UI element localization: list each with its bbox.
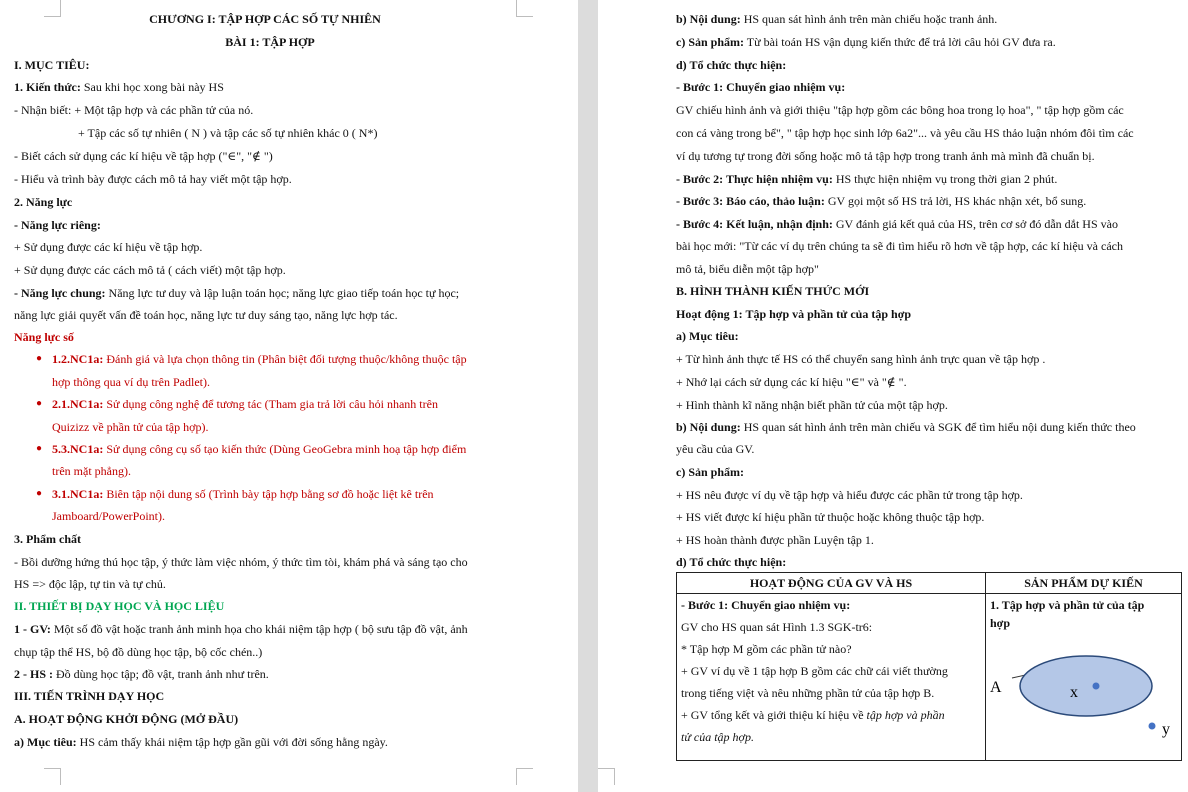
text-line: + Sử dụng được các kí hiệu về tập hợp.	[14, 240, 203, 254]
page-gap	[578, 0, 598, 792]
text-line: ví dụ tương tự trong đời sống hoặc mô tả tập hợp trong tranh ảnh mà mình đã chuẩn bị.	[676, 149, 1095, 163]
table-header-cell: SẢN PHẨM DỰ KIẾN	[986, 573, 1182, 594]
heading-warmup: A. HOẠT ĐỘNG KHỞI ĐỘNG (MỞ ĐẦU)	[14, 712, 239, 726]
text-line: - Hiểu và trình bày được cách mô tả hay viết một tập hợp.	[14, 172, 292, 186]
text-line: yêu cầu của GV.	[676, 442, 755, 456]
cell-text: hợp	[990, 616, 1010, 630]
digital-item-4: 3.1.NC1a: Biên tập nội dung số (Trình bày tập hợp bằng sơ đồ hoặc liệt kê trên	[52, 487, 434, 501]
text-line: c) Sản phẩm: Từ bài toán HS vận dụng kiến thức để trả lời câu hỏi GV đưa ra.	[676, 35, 1056, 49]
venn-element-out: y	[1162, 721, 1170, 738]
text-line: - Biết cách sử dụng các kí hiệu về tập hợp ("∈", "∉ ")	[14, 149, 273, 163]
text-line: chụp tập thể HS, bộ đồ dùng học tập, bộ cốc chén..)	[14, 645, 263, 659]
lesson-title: BÀI 1: TẬP HỢP	[225, 35, 315, 49]
text-line: mô tả, biểu diễn một tập hợp"	[676, 262, 819, 276]
cell-text: * Tập hợp M gồm các phần tử nào?	[681, 642, 852, 656]
venn-point-out	[1149, 723, 1156, 730]
text-line: + Nhớ lại cách sử dụng các kí hiệu "∈" và "∉ ".	[676, 375, 907, 389]
heading-qualities: 3. Phẩm chất	[14, 532, 81, 546]
text-line: bài học mới: "Từ các ví dụ trên chúng ta sẽ đi tìm hiểu rõ hơn về tập hợp, các kí hiệu và cách	[676, 239, 1123, 253]
venn-element-in: x	[1070, 684, 1078, 701]
text-line: - Năng lực riêng:	[14, 218, 101, 232]
cell-text: tử của tập hợp.	[681, 730, 754, 744]
heading-process: III. TIẾN TRÌNH DẠY HỌC	[14, 689, 165, 703]
text-line: b) Nội dung: HS quan sát hình ảnh trên màn chiếu và SGK để tìm hiểu nội dung kiến thức theo	[676, 420, 1136, 434]
bullet-icon: ●	[36, 488, 43, 499]
text-line: 1 - GV: Một số đồ vật hoặc tranh ảnh minh họa cho khái niệm tập hợp ( bộ sưu tập đồ vật, ảnh	[14, 622, 468, 636]
table-header-cell: HOẠT ĐỘNG CỦA GV VÀ HS	[677, 573, 986, 594]
heading-objectives: I. MỤC TIÊU:	[14, 58, 90, 72]
text-line: trên mặt phẳng).	[52, 464, 131, 478]
text-line: hợp thông qua ví dụ trên Padlet).	[52, 375, 210, 389]
cell-text: + GV tổng kết và giới thiệu kí hiệu về tập hợp và phần	[681, 708, 945, 722]
cell-text: - Bước 1: Chuyển giao nhiệm vụ:	[681, 598, 851, 612]
cell-text: GV cho HS quan sát Hình 1.3 SGK-tr6:	[681, 620, 873, 634]
venn-set-ellipse	[1020, 656, 1152, 716]
text-line: - Bước 3: Báo cáo, thảo luận: GV gọi một số HS trả lời, HS khác nhận xét, bổ sung.	[676, 194, 1087, 208]
text-line: + Từ hình ảnh thực tế HS có thể chuyển sang hình ảnh trực quan về tập hợp .	[676, 352, 1046, 366]
digital-item-3: 5.3.NC1a: Sử dụng công cụ số tạo kiến thức (Dùng GeoGebra minh hoạ tập hợp điểm	[52, 442, 467, 456]
text-line: 2 - HS : Đồ dùng học tập; đồ vật, tranh ảnh như trên.	[14, 667, 269, 681]
cell-text: 1. Tập hợp và phần tử của tập	[990, 598, 1145, 612]
text-line: c) Sản phẩm:	[676, 465, 745, 479]
table-header-row	[677, 573, 1182, 594]
venn-point-in	[1093, 683, 1100, 690]
heading-equipment: II. THIẾT BỊ DẠY HỌC VÀ HỌC LIỆU	[14, 599, 225, 613]
text-line: a) Mục tiêu:	[676, 329, 739, 343]
text-line: năng lực giải quyết vấn đề toán học, năng lực tư duy sáng tạo, năng lực hợp tác.	[14, 308, 398, 322]
margin-mark	[44, 768, 61, 785]
text-line: + Hình thành kĩ năng nhận biết phần tử của một tập hợp.	[676, 398, 948, 412]
heading-digital-competence: Năng lực số	[14, 330, 74, 344]
text-line: Jamboard/PowerPoint).	[52, 509, 165, 523]
text-line: - Bước 4: Kết luận, nhận định: GV đánh giá kết quả của HS, trên cơ sở đó dẫn dắt HS vào	[676, 217, 1118, 231]
venn-set-label: A	[990, 679, 1002, 696]
text-line: + HS nêu được ví dụ về tập hợp và hiểu được các phần tử trong tập hợp.	[676, 488, 1023, 502]
text-line: - Bồi dưỡng hứng thú học tập, ý thức làm việc nhóm, ý thức tìm tòi, khám phá và sáng tạo cho	[14, 555, 468, 569]
text-line: + Tập các số tự nhiên ( N ) và tập các số tự nhiên khác 0 ( N*)	[78, 126, 378, 140]
heading-activity-1: Hoạt động 1: Tập hợp và phần tử của tập hợp	[676, 307, 912, 321]
text-line: d) Tổ chức thực hiện:	[676, 58, 787, 72]
text-line: - Nhận biết: + Một tập hợp và các phần tử của nó.	[14, 103, 254, 117]
text-line: + HS hoàn thành được phần Luyện tập 1.	[676, 533, 874, 547]
text-line: HS => độc lập, tự tin và tự chủ.	[14, 577, 166, 591]
bullet-icon: ●	[36, 443, 43, 454]
text-line: GV chiếu hình ảnh và giới thiệu "tập hợp gồm các bông hoa trong lọ hoa", " tập hợp gồm các	[676, 103, 1124, 117]
bullet-icon: ●	[36, 398, 43, 409]
text-line: d) Tổ chức thực hiện:	[676, 555, 787, 569]
text-line: 1. Kiến thức: Sau khi học xong bài này HS	[14, 80, 224, 94]
text-line: + Sử dụng được các cách mô tả ( cách viết) một tập hợp.	[14, 263, 286, 277]
chapter-title: CHƯƠNG I: TẬP HỢP CÁC SỐ TỰ NHIÊN	[149, 12, 381, 26]
text-line: - Bước 1: Chuyển giao nhiệm vụ:	[676, 80, 846, 94]
margin-mark	[598, 768, 615, 785]
text-line: a) Mục tiêu: HS cảm thấy khái niệm tập hợp gần gũi với đời sống hằng ngày.	[14, 735, 388, 749]
digital-item-1: 1.2.NC1a: Đánh giá và lựa chọn thông tin (Phân biệt đối tượng thuộc/không thuộc tập	[52, 352, 467, 366]
heading-new-knowledge: B. HÌNH THÀNH KIẾN THỨC MỚI	[676, 284, 870, 298]
document-page-right	[598, 0, 1188, 792]
cell-text: trong tiếng việt và nêu những phần tử của tập hợp B.	[681, 686, 935, 700]
cell-text: + GV ví dụ về 1 tập hợp B gồm các chữ cái viết thường	[681, 664, 948, 678]
text-line: - Năng lực chung: Năng lực tư duy và lập luận toán học; năng lực giao tiếp toán học tự học;	[14, 286, 460, 300]
text-line: - Bước 2: Thực hiện nhiệm vụ: HS thực hiện nhiệm vụ trong thời gian 2 phút.	[676, 172, 1058, 186]
text-line: Quizizz về phần tử của tập hợp).	[52, 420, 209, 434]
heading-competence: 2. Năng lực	[14, 195, 73, 209]
table-cell-activity	[677, 594, 986, 761]
bullet-icon: ●	[36, 353, 43, 364]
venn-diagram	[988, 642, 1188, 752]
text-line: con cá vàng trong bể", " tập hợp học sinh lớp 6a2"... và yêu cầu HS thảo luận nhóm đôi tìm các	[676, 126, 1134, 140]
text-line: + HS viết được kí hiệu phần tử thuộc hoặc không thuộc tập hợp.	[676, 510, 985, 524]
text-line: b) Nội dung: HS quan sát hình ảnh trên màn chiếu hoặc tranh ảnh.	[676, 12, 998, 26]
digital-item-2: 2.1.NC1a: Sử dụng công nghệ để tương tác (Tham gia trả lời câu hỏi nhanh trên	[52, 397, 438, 411]
margin-mark	[516, 768, 533, 785]
document-page-left	[0, 0, 578, 792]
